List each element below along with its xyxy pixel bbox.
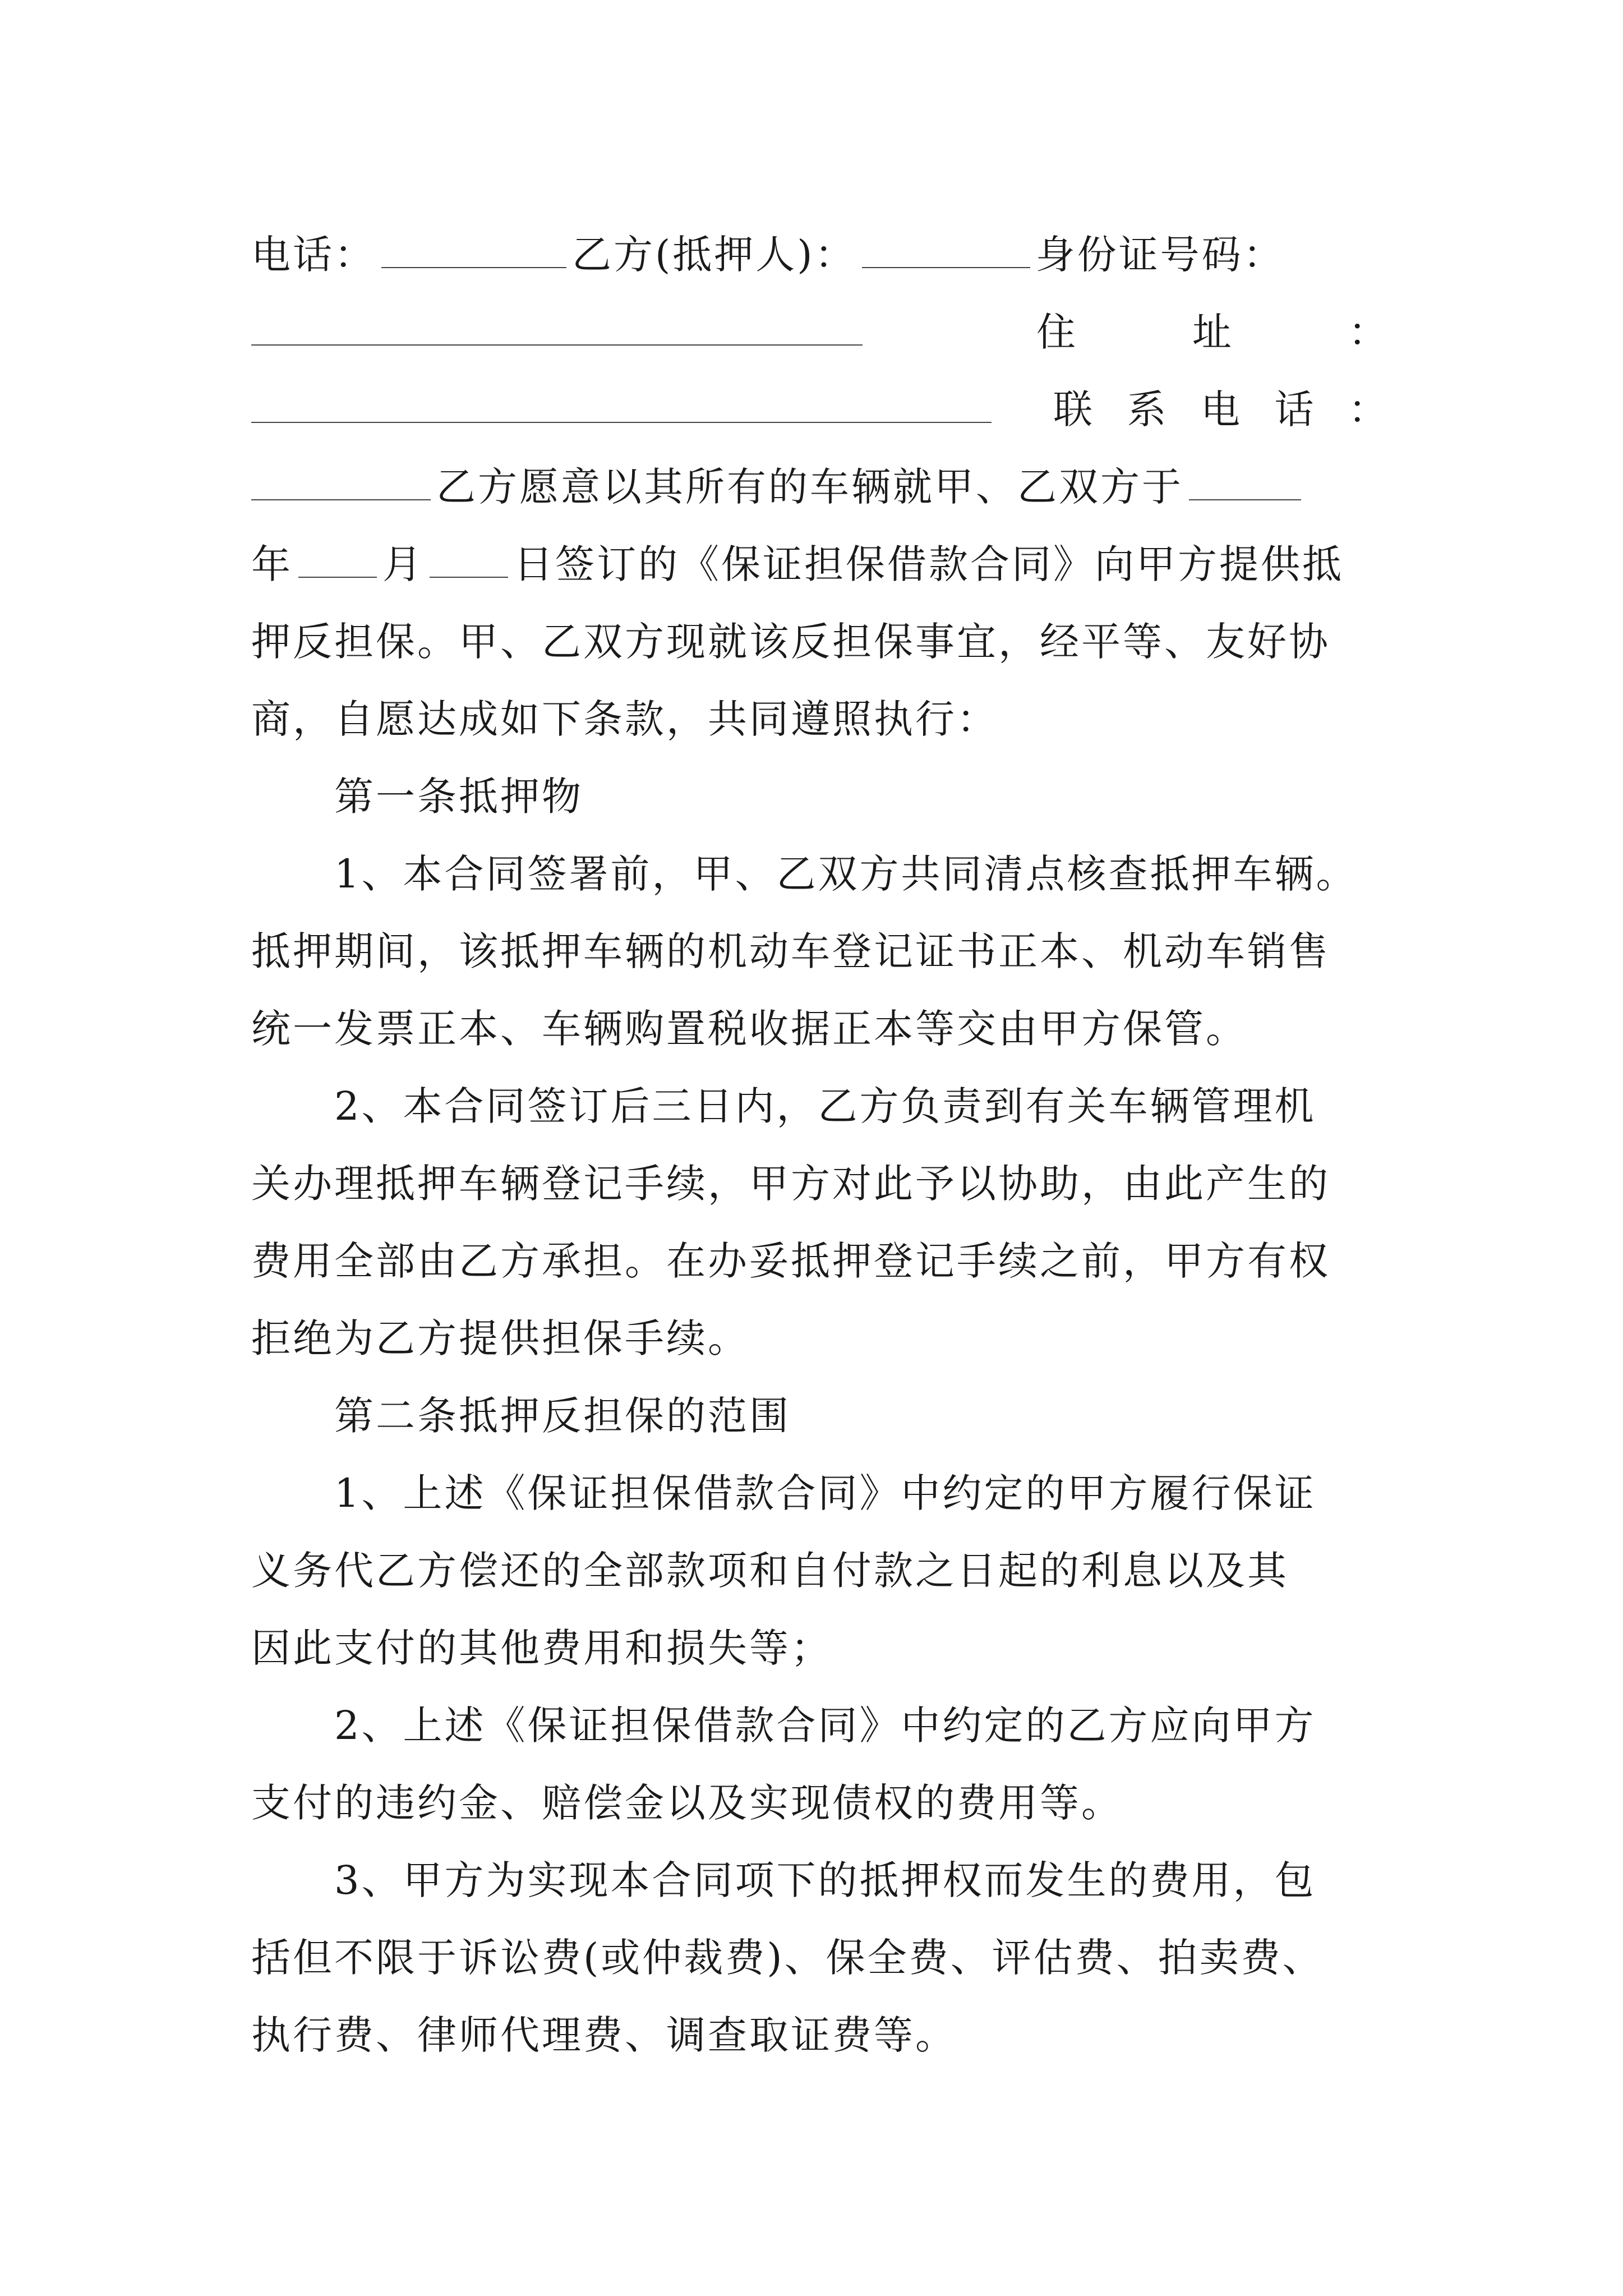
article-1-p2-line-3: 费用全部由乙方承担。在办妥抵押登记手续之前，甲方有权 [251, 1238, 1330, 1284]
intro-line-1: 乙方愿意以其所有的车辆就甲、乙双方于 [251, 448, 1390, 526]
contact-line [251, 371, 1390, 448]
article-2-p2-line-1: 2、上述《保证担保借款合同》中约定的乙方应向甲方 [334, 1703, 1316, 1749]
article-2-p1-line-1: 1、上述《保证担保借款合同》中约定的甲方履行保证 [334, 1470, 1316, 1516]
contact-blank[interactable] [251, 464, 431, 500]
article-1-p2-line-1: 2、本合同签订后三日内，乙方负责到有关车辆管理机 [334, 1083, 1316, 1129]
article-2-title: 第二条抵押反担保的范围 [334, 1393, 791, 1439]
article-2-p3-line-1: 3、甲方为实现本合同项下的抵押权而发生的费用，包 [334, 1857, 1316, 1903]
address-blank[interactable] [251, 387, 992, 423]
id-label: 身份证号码： [1035, 232, 1285, 278]
article-2-p1-line-2: 义务代乙方偿还的全部款项和自付款之日起的利息以及其 [251, 1548, 1289, 1594]
article-1-p1-line-3: 统一发票正本、车辆购置税收据正本等交由甲方保管。 [251, 1006, 1247, 1052]
article-1-p1-line-2: 抵押期间，该抵押车辆的机动车登记证书正本、机动车销售 [251, 928, 1330, 974]
address-label: 住 址 ： [1036, 309, 1390, 355]
article-2-p3-line-3: 执行费、律师代理费、调查取证费等。 [251, 2012, 957, 2058]
article-1-title: 第一条抵押物 [334, 774, 583, 820]
intro-line-4: 商，自愿达成如下条款，共同遵照执行： [251, 696, 998, 742]
party-b-blank[interactable] [862, 232, 1030, 268]
intro-line-2: 年 月 日签订的《保证担保借款合同》向甲方提供抵 [251, 541, 1344, 587]
article-2-p2-line-2: 支付的违约金、赔偿金以及实现债权的费用等。 [251, 1780, 1123, 1826]
intro-line-3: 押反担保。甲、乙双方现就该反担保事宜，经平等、友好协 [251, 619, 1330, 665]
address-line [251, 293, 1390, 371]
article-2-p1-line-3: 因此支付的其他费用和损失等； [251, 1625, 832, 1671]
phone-label: 电话： [251, 232, 376, 278]
header-line-1 [251, 216, 1390, 293]
phone-blank[interactable] [381, 232, 566, 268]
id-number-blank[interactable] [251, 310, 863, 346]
article-2-p3-line-2: 括但不限于诉讼费(或仲裁费)、保全费、评估费、拍卖费、 [251, 1935, 1324, 1981]
day-blank[interactable] [430, 542, 508, 578]
article-1-p2-line-2: 关办理抵押车辆登记手续，甲方对此予以协助，由此产生的 [251, 1161, 1330, 1207]
year-blank[interactable] [1189, 464, 1301, 500]
article-1-p2-line-4: 拒绝为乙方提供担保手续。 [251, 1315, 749, 1361]
party-b-label: 乙方(抵押人)： [572, 232, 856, 278]
article-1-p1-line-1: 1、本合同签署前，甲、乙双方共同清点核查抵押车辆。 [334, 851, 1358, 897]
month-blank[interactable] [298, 542, 377, 578]
contract-page [251, 216, 1390, 2074]
contact-label: 联 系 电 话 ： [1053, 386, 1390, 432]
